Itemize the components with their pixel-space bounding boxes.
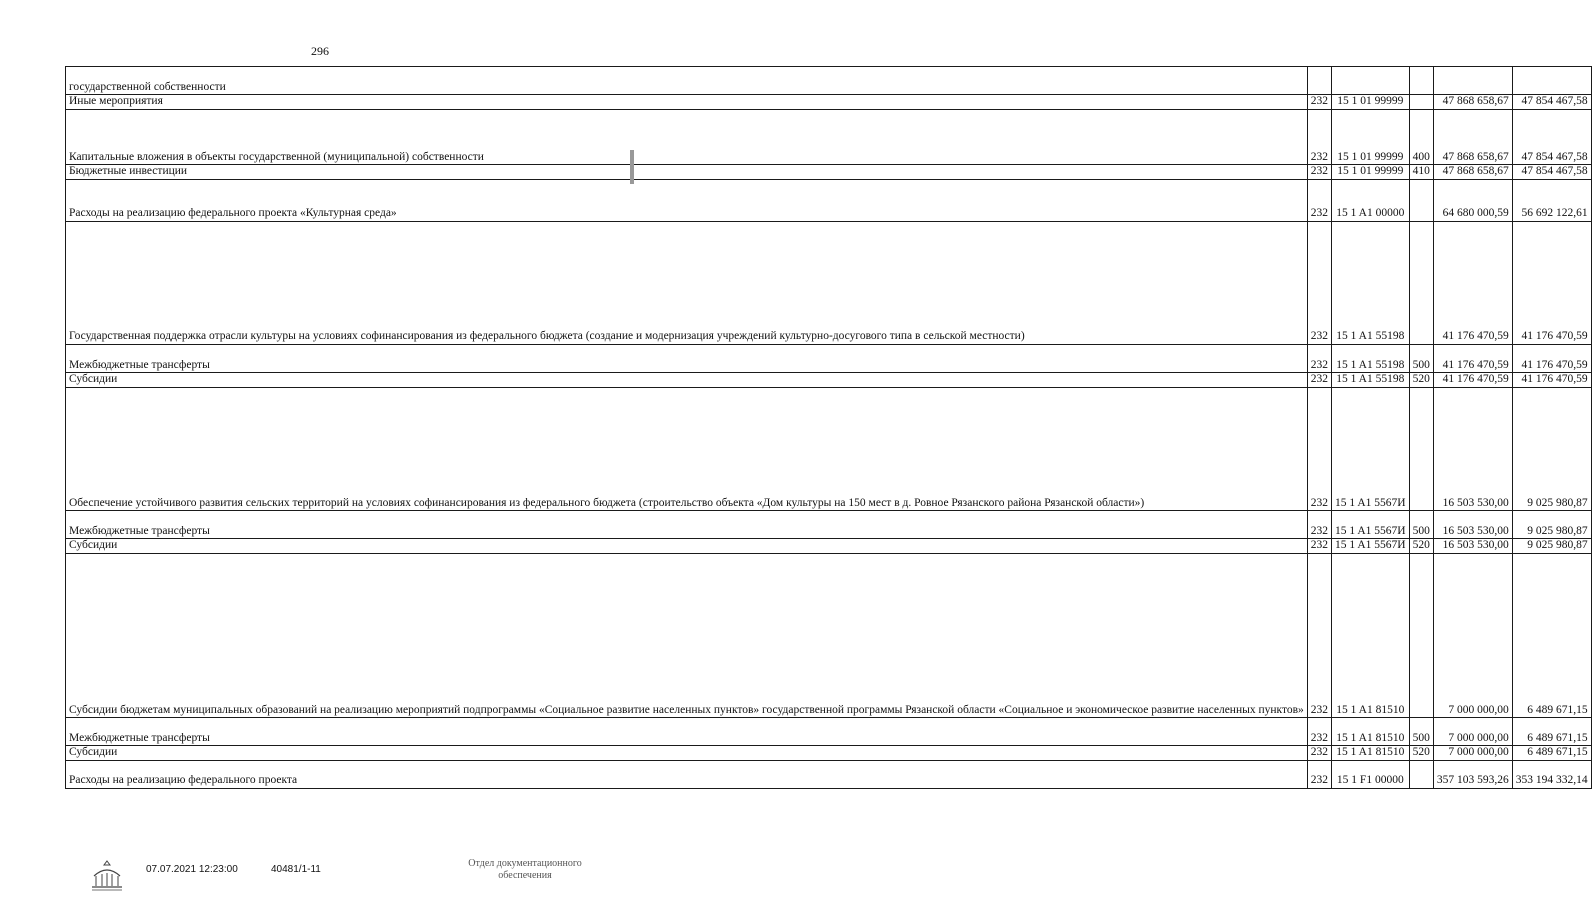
page-number: 296 bbox=[311, 44, 329, 58]
table-row bbox=[66, 387, 1592, 510]
row-expense-type: 500 bbox=[1409, 718, 1433, 746]
row-amount-planned: 41 176 470,59 bbox=[1433, 373, 1512, 388]
row-expense-type: 520 bbox=[1409, 746, 1433, 761]
row-amount-planned: 16 503 530,00 bbox=[1433, 387, 1512, 510]
row-amount-executed: 6 489 671,15 bbox=[1512, 746, 1591, 761]
row-department-code: 232 bbox=[1307, 221, 1331, 344]
row-expense-type: 500 bbox=[1409, 511, 1433, 539]
row-target-article: 15 1 A1 55198 bbox=[1332, 344, 1410, 372]
row-name: Субсидии bbox=[66, 539, 1308, 554]
row-amount-planned bbox=[1433, 67, 1512, 95]
row-department-code: 232 bbox=[1307, 387, 1331, 510]
table-row bbox=[66, 344, 1592, 372]
row-department-code: 232 bbox=[1307, 718, 1331, 746]
table-row bbox=[66, 553, 1592, 717]
row-target-article: 15 1 A1 5567И bbox=[1332, 539, 1410, 554]
row-expense-type: 500 bbox=[1409, 344, 1433, 372]
row-amount-executed: 353 194 332,14 bbox=[1512, 760, 1591, 788]
row-department-code: 232 bbox=[1307, 165, 1331, 180]
row-name: Государственная поддержка отрасли культуры на условиях софинансирования из федерального бюджета (создание и модернизация учреждений культурно-досугового типа в сельской местности) bbox=[66, 221, 1308, 344]
row-amount-executed: 47 854 467,58 bbox=[1512, 109, 1591, 164]
row-target-article: 15 1 01 99999 bbox=[1332, 109, 1410, 164]
row-target-article: 15 1 A1 5567И bbox=[1332, 387, 1410, 510]
row-name: Межбюджетные трансферты bbox=[66, 718, 1308, 746]
row-target-article: 15 1 A1 81510 bbox=[1332, 718, 1410, 746]
row-department-code: 232 bbox=[1307, 344, 1331, 372]
row-target-article: 15 1 A1 5567И bbox=[1332, 511, 1410, 539]
row-name: Межбюджетные трансферты bbox=[66, 344, 1308, 372]
page-footer bbox=[0, 858, 640, 898]
table-row bbox=[66, 67, 1592, 95]
row-expense-type bbox=[1409, 95, 1433, 110]
row-name: Иные мероприятия bbox=[66, 95, 1308, 110]
table-row bbox=[66, 179, 1592, 221]
row-department-code: 232 bbox=[1307, 95, 1331, 110]
row-name: Межбюджетные трансферты bbox=[66, 511, 1308, 539]
row-expense-type: 410 bbox=[1409, 165, 1433, 180]
table-row bbox=[66, 373, 1592, 388]
row-amount-executed: 9 025 980,87 bbox=[1512, 387, 1591, 510]
row-name: Капитальные вложения в объекты государственной (муниципальной) собственности bbox=[66, 109, 1308, 164]
row-name: Субсидии бюджетам муниципальных образований на реализацию мероприятий подпрограммы «Социальное развитие населенных пунктов» государственной программы Рязанской области «Социальное и экономическое развитие населенных пунктов» bbox=[66, 553, 1308, 717]
footer-doc-code: 40481/1-11 bbox=[271, 864, 321, 875]
footer-datetime: 07.07.2021 12:23:00 bbox=[146, 864, 238, 875]
scan-edge-mark bbox=[630, 150, 634, 184]
row-amount-planned: 47 868 658,67 bbox=[1433, 165, 1512, 180]
duma-emblem-icon bbox=[86, 858, 128, 894]
row-name: Расходы на реализацию федерального проекта «Культурная среда» bbox=[66, 179, 1308, 221]
row-amount-executed: 6 489 671,15 bbox=[1512, 718, 1591, 746]
row-amount-planned: 7 000 000,00 bbox=[1433, 746, 1512, 761]
row-target-article: 15 1 A1 00000 bbox=[1332, 179, 1410, 221]
row-name: Субсидии bbox=[66, 373, 1308, 388]
row-department-code: 232 bbox=[1307, 179, 1331, 221]
table-row bbox=[66, 718, 1592, 746]
row-amount-planned: 16 503 530,00 bbox=[1433, 539, 1512, 554]
row-expense-type: 520 bbox=[1409, 539, 1433, 554]
table-row bbox=[66, 746, 1592, 761]
row-department-code: 232 bbox=[1307, 760, 1331, 788]
row-amount-planned: 16 503 530,00 bbox=[1433, 511, 1512, 539]
row-amount-planned: 41 176 470,59 bbox=[1433, 221, 1512, 344]
row-department-code: 232 bbox=[1307, 373, 1331, 388]
row-expense-type: 520 bbox=[1409, 373, 1433, 388]
row-department-code: 232 bbox=[1307, 539, 1331, 554]
row-expense-type: 400 bbox=[1409, 109, 1433, 164]
row-target-article: 15 1 A1 55198 bbox=[1332, 373, 1410, 388]
row-department-code: 232 bbox=[1307, 746, 1331, 761]
row-department-code: 232 bbox=[1307, 553, 1331, 717]
row-amount-executed: 6 489 671,15 bbox=[1512, 553, 1591, 717]
row-amount-planned: 357 103 593,26 bbox=[1433, 760, 1512, 788]
row-department-code: 232 bbox=[1307, 109, 1331, 164]
row-expense-type bbox=[1409, 221, 1433, 344]
row-amount-executed: 47 854 467,58 bbox=[1512, 165, 1591, 180]
table-row bbox=[66, 760, 1592, 788]
row-name: Субсидии bbox=[66, 746, 1308, 761]
row-target-article bbox=[1332, 67, 1410, 95]
stamp-line-1: Отдел документационного bbox=[468, 858, 582, 869]
row-amount-executed: 41 176 470,59 bbox=[1512, 373, 1591, 388]
department-stamp bbox=[450, 858, 600, 882]
row-amount-executed bbox=[1512, 67, 1591, 95]
row-department-code: 232 bbox=[1307, 511, 1331, 539]
row-amount-planned: 41 176 470,59 bbox=[1433, 344, 1512, 372]
row-amount-planned: 7 000 000,00 bbox=[1433, 553, 1512, 717]
row-amount-planned: 47 868 658,67 bbox=[1433, 95, 1512, 110]
stamp-line-2: обеспечения bbox=[498, 870, 552, 881]
row-expense-type bbox=[1409, 553, 1433, 717]
table-row bbox=[66, 221, 1592, 344]
budget-table-body bbox=[66, 67, 1592, 789]
row-name: государственной собственности bbox=[66, 67, 1308, 95]
row-amount-planned: 7 000 000,00 bbox=[1433, 718, 1512, 746]
row-target-article: 15 1 01 99999 bbox=[1332, 165, 1410, 180]
table-row bbox=[66, 165, 1592, 180]
row-department-code bbox=[1307, 67, 1331, 95]
row-expense-type bbox=[1409, 67, 1433, 95]
row-name: Обеспечение устойчивого развития сельских территорий на условиях софинансирования из федерального бюджета (строительство объекта «Дом культуры на 150 мест в д. Ровное Рязанского района Рязанской области») bbox=[66, 387, 1308, 510]
row-target-article: 15 1 A1 81510 bbox=[1332, 553, 1410, 717]
row-amount-planned: 64 680 000,59 bbox=[1433, 179, 1512, 221]
table-row bbox=[66, 109, 1592, 164]
budget-table bbox=[65, 66, 1592, 789]
row-target-article: 15 1 F1 00000 bbox=[1332, 760, 1410, 788]
row-amount-executed: 9 025 980,87 bbox=[1512, 511, 1591, 539]
table-row bbox=[66, 539, 1592, 554]
row-expense-type bbox=[1409, 179, 1433, 221]
row-amount-executed: 56 692 122,61 bbox=[1512, 179, 1591, 221]
row-amount-executed: 41 176 470,59 bbox=[1512, 344, 1591, 372]
row-name: Бюджетные инвестиции bbox=[66, 165, 1308, 180]
table-row bbox=[66, 95, 1592, 110]
row-name: Расходы на реализацию федерального проекта bbox=[66, 760, 1308, 788]
row-amount-executed: 9 025 980,87 bbox=[1512, 539, 1591, 554]
row-amount-planned: 47 868 658,67 bbox=[1433, 109, 1512, 164]
table-row bbox=[66, 511, 1592, 539]
row-expense-type bbox=[1409, 760, 1433, 788]
row-target-article: 15 1 01 99999 bbox=[1332, 95, 1410, 110]
row-amount-executed: 47 854 467,58 bbox=[1512, 95, 1591, 110]
row-expense-type bbox=[1409, 387, 1433, 510]
row-amount-executed: 41 176 470,59 bbox=[1512, 221, 1591, 344]
row-target-article: 15 1 A1 55198 bbox=[1332, 221, 1410, 344]
row-target-article: 15 1 A1 81510 bbox=[1332, 746, 1410, 761]
